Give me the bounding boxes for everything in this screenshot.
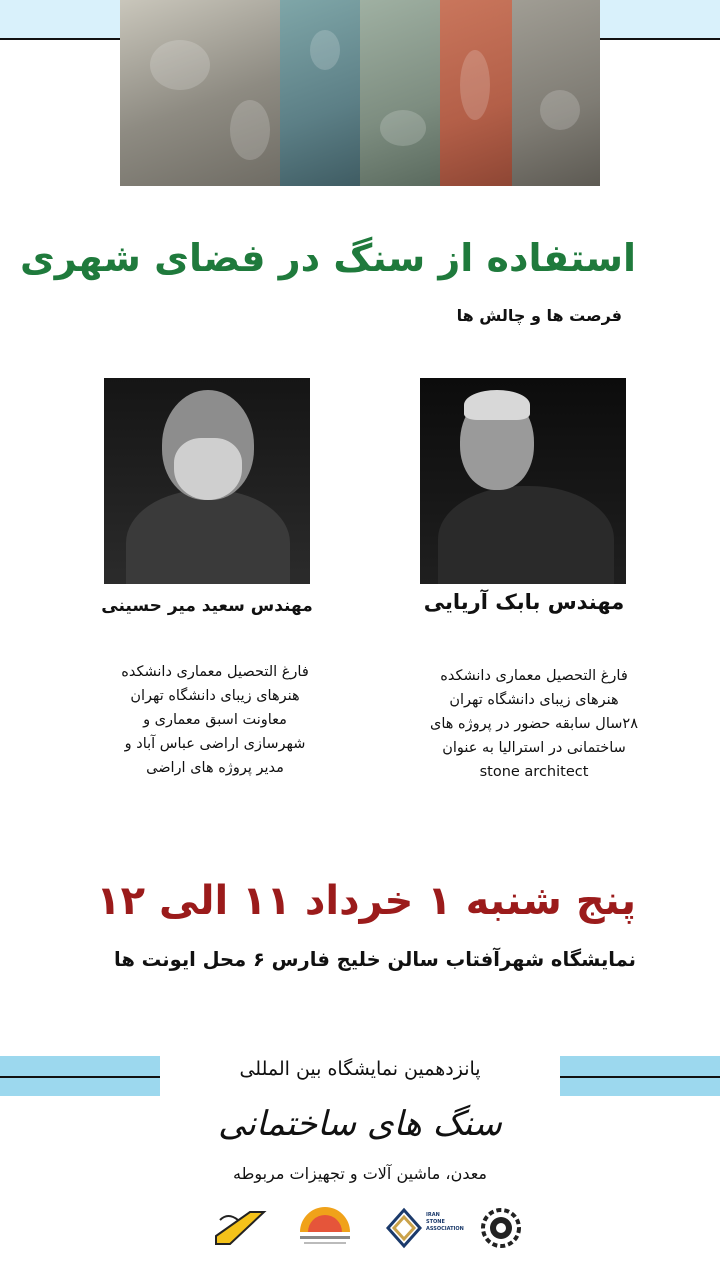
- event-date: پنج شنبه ۱ خرداد ۱۱ الی ۱۲: [96, 878, 636, 924]
- logo-text: IRAN: [426, 1212, 440, 1218]
- exhibition-tagline: معدن، ماشین آلات و تجهیزات مربوطه: [233, 1164, 487, 1183]
- stone-relief-image: [120, 0, 600, 186]
- logo-text: ASSOCIATION: [426, 1226, 464, 1232]
- speaker-photo-mirhosseini: [104, 378, 310, 584]
- bio-line: مدیر پروژه های اراضی: [146, 760, 284, 776]
- bio-line: شهرسازی اراضی عباس آباد و: [124, 736, 306, 752]
- iran-stone-association-logo: [384, 1206, 464, 1250]
- bio-line: معاونت اسبق معماری و: [143, 712, 287, 728]
- exhibition-name: پانزدهمین نمایشگاه بین المللی: [239, 1058, 481, 1080]
- speaker-photo-aryaei: [420, 378, 626, 584]
- bio-line: ساختمانی در استرالیا به عنوان: [442, 740, 626, 756]
- sponsor-logo-sun: [292, 1206, 358, 1250]
- bio-line: فارغ التحصیل معماری دانشکده: [121, 664, 309, 680]
- bio-line: هنرهای زیبای دانشگاه تهران: [449, 692, 619, 708]
- speaker-name-aryaei: مهندس بابک آریایی: [423, 590, 625, 614]
- bio-line: هنرهای زیبای دانشگاه تهران: [130, 688, 300, 704]
- event-venue: نمایشگاه شهرآفتاب سالن خلیج فارس ۶ محل ایونت ها: [114, 948, 636, 971]
- exhibition-brand: سنگ های ساختمانی: [218, 1104, 502, 1144]
- page-subtitle: فرصت ها و چالش ها: [456, 306, 622, 325]
- page-title: استفاده از سنگ در فضای شهری: [19, 236, 636, 280]
- logo-text: STONE: [426, 1219, 445, 1225]
- bio-line: فارغ التحصیل معماری دانشکده: [440, 668, 628, 684]
- sponsor-logo-gear: [472, 1206, 530, 1250]
- speaker-bio-aryaei: [388, 664, 680, 784]
- speaker-name-mirhosseini: مهندس سعید میر حسینی: [101, 596, 313, 616]
- bio-line-latin: stone architect: [479, 764, 589, 780]
- speaker-bio-mirhosseini: [80, 660, 350, 780]
- bio-line: ۲۸سال سابقه حضور در پروژه های: [430, 716, 638, 732]
- sponsor-logo-yellow: [210, 1206, 268, 1250]
